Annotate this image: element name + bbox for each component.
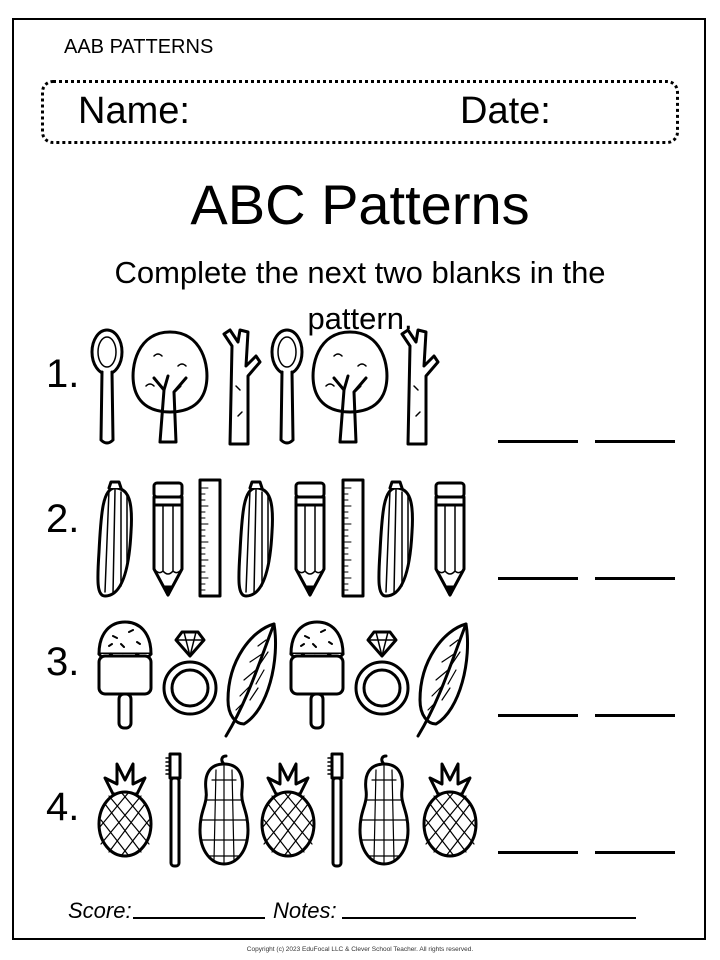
row-number-1: 1. [46, 352, 80, 396]
cucumber-icon [239, 482, 273, 596]
instructions: Complete the next two blanks in the pattern. [114, 255, 606, 336]
popsicle-icon [291, 622, 343, 728]
pencil-icon [154, 483, 182, 595]
branch-icon [224, 330, 260, 444]
cucumber-icon [98, 482, 132, 596]
row-number-4: 4. [46, 785, 80, 829]
ruler-icon [343, 480, 363, 596]
spoon-icon [272, 330, 302, 443]
row-number-3: 3. [46, 640, 80, 684]
score-line[interactable] [133, 917, 265, 919]
toothbrush-icon [166, 754, 180, 866]
name-label: Name: [78, 90, 190, 132]
peanut-icon [200, 756, 248, 864]
header-label: AAB PATTERNS [64, 36, 214, 58]
pineapple-icon [424, 764, 476, 856]
pineapple-icon [99, 764, 151, 856]
spoon-icon [92, 330, 122, 443]
tree-icon [133, 332, 207, 442]
feather-icon [418, 624, 468, 736]
notes-line[interactable] [342, 917, 636, 919]
cucumber-icon [379, 482, 413, 596]
row-number-2: 2. [46, 497, 80, 541]
popsicle-icon [99, 622, 151, 728]
pencil-icon [436, 483, 464, 595]
toothbrush-icon [328, 754, 342, 866]
copyright-notice: Copyright (c) 2023 EduFocal LLC & Clever School Teacher. All rights reserved. [246, 946, 474, 953]
score-label: Score: [68, 898, 132, 923]
tree-icon [313, 332, 387, 442]
pineapple-icon [262, 764, 314, 856]
notes-label: Notes: [273, 898, 337, 923]
ruler-icon [200, 480, 220, 596]
peanut-icon [360, 756, 408, 864]
diamond-ring-icon [164, 632, 216, 714]
date-label: Date: [460, 90, 551, 132]
diamond-ring-icon [356, 632, 408, 714]
pencil-icon [296, 483, 324, 595]
page-title: ABC Patterns [190, 173, 530, 236]
branch-icon [402, 330, 438, 444]
feather-icon [226, 624, 276, 736]
